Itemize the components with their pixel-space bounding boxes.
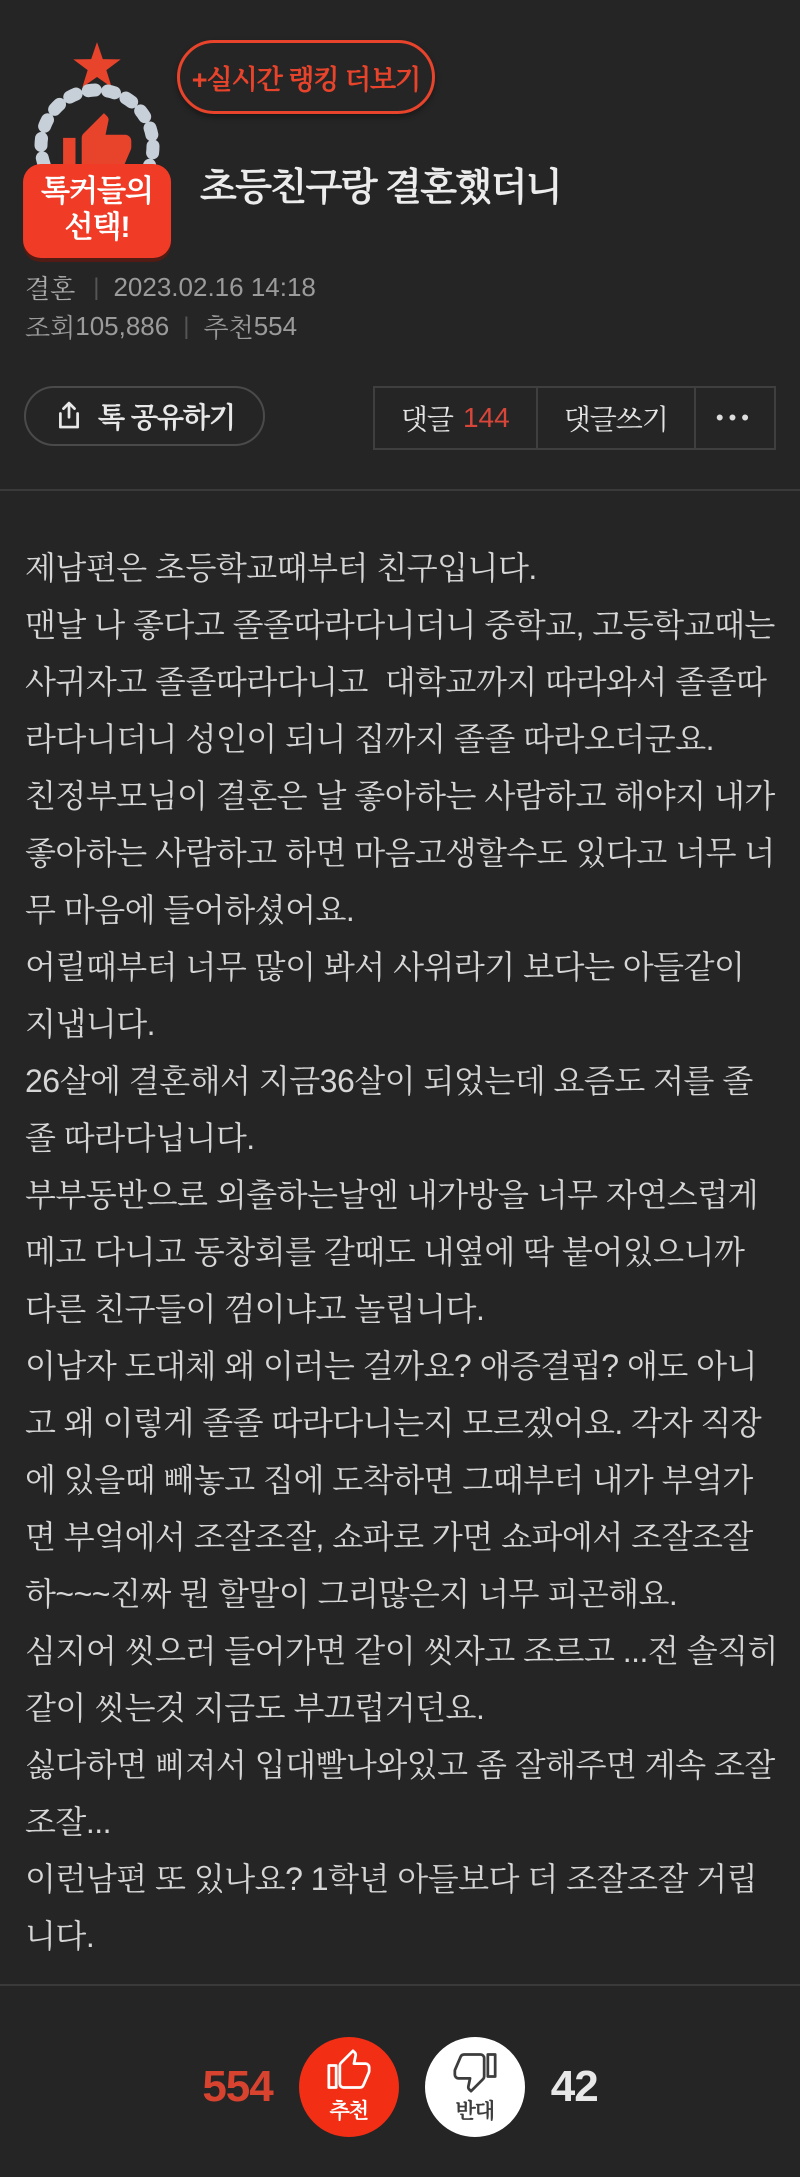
meta-separator: | bbox=[183, 312, 190, 340]
divider-top bbox=[0, 489, 800, 491]
post-paragraph: 이남자 도대체 왜 이러는 걸까요? 애증결핍? 애도 아니고 왜 이렇게 졸졸 따라다니는지 모르겠어요. 각자 직장에 있을때 빼놓고 집에 도착하면 그때부터 내가 부엌가면 부엌에서 조잘조잘, 쇼파로 가면 쇼파에서 조잘조잘 하~~~진짜 뭔 할말이 그리많은지 너무 피곤해요. bbox=[25, 1348, 762, 1612]
post-paragraph: 친정부모님이 결혼은 날 좋아하는 사람하고 해야지 내가 좋아하는 사람하고 하면 마음고생할수도 있다고 너무 너무 마음에 들어하셨어요. bbox=[25, 778, 784, 928]
action-bar bbox=[24, 386, 776, 450]
choice-chip-line2: 선택! bbox=[64, 211, 130, 244]
meta-row-bottom bbox=[25, 307, 316, 346]
more-options-button[interactable] bbox=[694, 386, 776, 450]
upvote-button[interactable] bbox=[299, 2037, 399, 2137]
downvote-button[interactable] bbox=[425, 2037, 525, 2137]
post-paragraph: 이런남편 또 있나요? 1학년 아들보다 더 조잘조잘 거립니다. bbox=[25, 1861, 757, 1954]
upvote-label: 추천 bbox=[329, 2100, 369, 2123]
category-label[interactable]: 결혼 bbox=[25, 274, 76, 304]
more-options-icon: ••• bbox=[715, 405, 754, 430]
views-value: 105,886 bbox=[75, 311, 170, 341]
views-label: 조회 bbox=[25, 313, 76, 343]
downvote-count: 42 bbox=[550, 2062, 598, 2111]
realtime-ranking-more-button[interactable]: +실시간 랭킹 더보기 bbox=[177, 40, 435, 114]
comments-button[interactable] bbox=[373, 386, 538, 450]
post-paragraph: 싫다하면 삐져서 입대빨나와있고 좀 잘해주면 계속 조잘조잘... bbox=[25, 1747, 775, 1840]
share-icon bbox=[54, 400, 84, 432]
upvote-count: 554 bbox=[202, 2062, 273, 2111]
write-comment-button[interactable] bbox=[536, 386, 696, 450]
share-button-label: 톡 공유하기 bbox=[98, 402, 236, 433]
comment-actions bbox=[375, 386, 776, 450]
post-title: 초등친구랑 결혼했더니 bbox=[200, 167, 562, 209]
post-paragraph: 어릴때부터 너무 많이 봐서 사위라기 보다는 아들같이 지냅니다. bbox=[25, 949, 753, 1042]
comments-label: 댓글 bbox=[400, 404, 453, 435]
post-date: 2023.02.16 14:18 bbox=[113, 272, 316, 302]
post-paragraph: 부부동반으로 외출하는날엔 내가방을 너무 자연스럽게 메고 다니고 동창회를 갈때도 내옆에 딱 붙어있으니까 다른 친구들이 껌이냐고 놀립니다. bbox=[25, 1177, 767, 1327]
likes-value: 554 bbox=[253, 311, 298, 341]
talkers-choice-chip bbox=[23, 164, 171, 258]
post-paragraph: 26살에 결혼해서 지금36살이 되었는데 요즘도 저를 졸졸 따라다닙니다. bbox=[25, 1063, 753, 1156]
post-body bbox=[25, 540, 787, 1965]
meta-row-top bbox=[25, 268, 316, 307]
talkers-choice-badge bbox=[18, 40, 176, 262]
comments-count: 144 bbox=[462, 402, 510, 433]
meta-separator: | bbox=[93, 273, 100, 301]
thumbs-down-icon bbox=[452, 2049, 498, 2093]
thumbs-up-icon bbox=[326, 2049, 372, 2093]
post-paragraph: 맨날 나 좋다고 졸졸따라다니더니 중학교, 고등학교때는 사귀자고 졸졸따라다니고 대학교까지 따라와서 졸졸따라다니더니 성인이 되니 집까지 졸졸 따라오더군요. bbox=[25, 607, 784, 757]
choice-chip-line1: 톡커들의 bbox=[41, 175, 153, 208]
downvote-label: 반대 bbox=[455, 2100, 495, 2123]
post-paragraph: 심지어 씻으러 들어가면 같이 씻자고 조르고 ...전 솔직히 같이 씻는것 지금도 부끄럽거던요. bbox=[25, 1633, 787, 1726]
likes-label: 추천 bbox=[203, 313, 254, 343]
divider-bottom bbox=[0, 1984, 800, 1986]
vote-section bbox=[0, 2032, 800, 2142]
post-paragraph: 제남편은 초등학교때부터 친구입니다. bbox=[25, 550, 537, 586]
post-meta bbox=[25, 268, 316, 346]
write-comment-label: 댓글쓰기 bbox=[563, 404, 668, 435]
share-button[interactable] bbox=[24, 386, 265, 446]
